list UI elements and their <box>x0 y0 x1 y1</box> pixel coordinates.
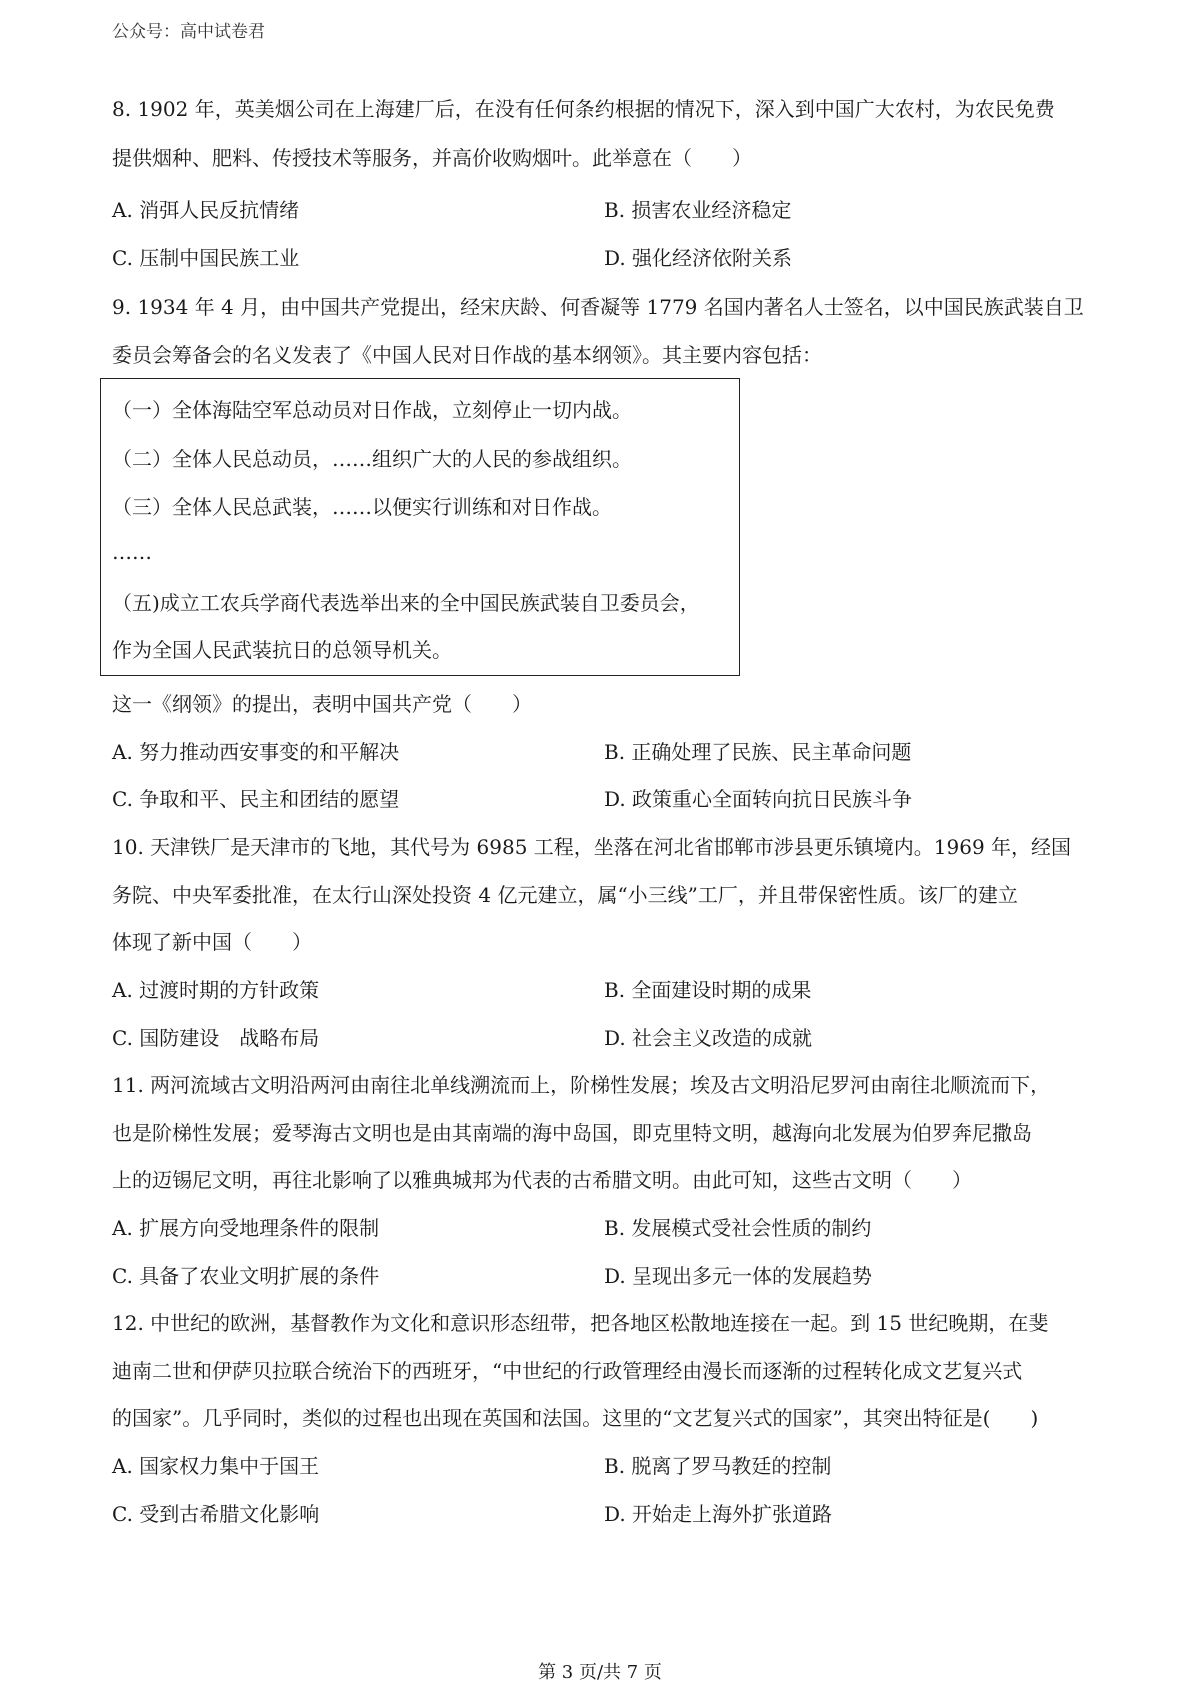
q11-stem-line-1: 11. 两河流域古文明沿两河由南往北单线溯流而上，阶梯性发展；埃及古文明沿尼罗河由南往北顺流而下， <box>112 1073 1051 1097</box>
q12-option-c: C. 受到古希腊文化影响 <box>112 1502 320 1526</box>
q10-option-c: C. 国防建设 战略布局 <box>112 1026 320 1050</box>
q11-stem-line-2: 也是阶梯性发展；爱琴海古文明也是由其南端的海中岛国，即克里特文明，越海向北发展为伯罗奔尼撒岛 <box>112 1121 1032 1145</box>
q9-option-a: A. 努力推动西安事变的和平解决 <box>112 740 400 764</box>
q8-option-b: B. 损害农业经济稳定 <box>604 198 792 222</box>
q9-box-line-3: （三）全体人民总武装，……以便实行训练和对日作战。 <box>112 495 612 519</box>
q11-option-b: B. 发展模式受社会性质的制约 <box>604 1216 872 1240</box>
q11-option-a: A. 扩展方向受地理条件的限制 <box>112 1216 380 1240</box>
q9-stem-line-3: 这一《纲领》的提出，表明中国共产党（ ） <box>112 692 532 716</box>
q10-option-d: D. 社会主义改造的成就 <box>604 1026 813 1050</box>
q8-stem-line-1: 8. 1902 年，英美烟公司在上海建厂后，在没有任何条约根据的情况下，深入到中国广大农村，为农民免费 <box>112 97 1055 121</box>
q10-option-a: A. 过渡时期的方针政策 <box>112 978 320 1002</box>
q8-stem-line-2: 提供烟种、肥料、传授技术等服务，并高价收购烟叶。此举意在（ ） <box>112 146 752 170</box>
q8-option-a: A. 消弭人民反抗情绪 <box>112 198 300 222</box>
q8-option-c: C. 压制中国民族工业 <box>112 246 300 270</box>
q9-box-line-5: （五)成立工农兵学商代表选举出来的全中国民族武装自卫委员会， <box>112 591 700 615</box>
q9-stem-line-2: 委员会筹备会的名义发表了《中国人民对日作战的基本纲领》。其主要内容包括： <box>112 343 822 367</box>
page-number: 第 3 页/共 7 页 <box>538 1662 662 1683</box>
q9-box-line-2: （二）全体人民总动员，……组织广大的人民的参战组织。 <box>112 447 632 471</box>
q10-stem-line-1: 10. 天津铁厂是天津市的飞地，其代号为 6985 工程，坐落在河北省邯郸市涉县更乐镇境内。1969 年，经国 <box>112 835 1072 859</box>
q12-stem-line-3: 的国家”。几乎同时，类似的过程也出现在英国和法国。这里的“文艺复兴式的国家”，其突出特征是( ) <box>112 1406 1039 1430</box>
q10-stem-line-2: 务院、中央军委批准，在太行山深处投资 4 亿元建立，属“小三线”工厂，并且带保密性质。该厂的建立 <box>112 883 1018 907</box>
q11-stem-line-3: 上的迈锡尼文明，再往北影响了以雅典城邦为代表的古希腊文明。由此可知，这些古文明（ ） <box>112 1168 972 1192</box>
q11-option-c: C. 具备了农业文明扩展的条件 <box>112 1264 380 1288</box>
q12-stem-line-1: 12. 中世纪的欧洲，基督教作为文化和意识形态纽带，把各地区松散地连接在一起。到 15 世纪晚期，在斐 <box>112 1311 1049 1335</box>
q9-option-c: C. 争取和平、民主和团结的愿望 <box>112 787 400 811</box>
q12-stem-line-2: 迪南二世和伊萨贝拉联合统治下的西班牙，“中世纪的行政管理经由漫长而逐渐的过程转化成文艺复兴式 <box>112 1359 1023 1383</box>
q9-option-d: D. 政策重心全面转向抗日民族斗争 <box>604 787 913 811</box>
q9-stem-line-1: 9. 1934 年 4 月，由中国共产党提出，经宋庆龄、何香凝等 1779 名国内著名人士签名，以中国民族武装自卫 <box>112 295 1084 319</box>
q11-option-d: D. 呈现出多元一体的发展趋势 <box>604 1264 873 1288</box>
q10-stem-line-3: 体现了新中国（ ） <box>112 930 312 954</box>
page-header: 公众号：高中试卷君 <box>112 22 265 42</box>
q12-option-d: D. 开始走上海外扩张道路 <box>604 1502 833 1526</box>
q9-box-line-1: （一）全体海陆空军总动员对日作战，立刻停止一切内战。 <box>112 398 632 422</box>
q9-box-line-6: 作为全国人民武装抗日的总领导机关。 <box>112 638 452 662</box>
q9-box-line-4: …… <box>112 540 152 564</box>
q10-option-b: B. 全面建设时期的成果 <box>604 978 812 1002</box>
q12-option-b: B. 脱离了罗马教廷的控制 <box>604 1454 832 1478</box>
q9-option-b: B. 正确处理了民族、民主革命问题 <box>604 740 912 764</box>
q8-option-d: D. 强化经济依附关系 <box>604 246 793 270</box>
q12-option-a: A. 国家权力集中于国王 <box>112 1454 320 1478</box>
